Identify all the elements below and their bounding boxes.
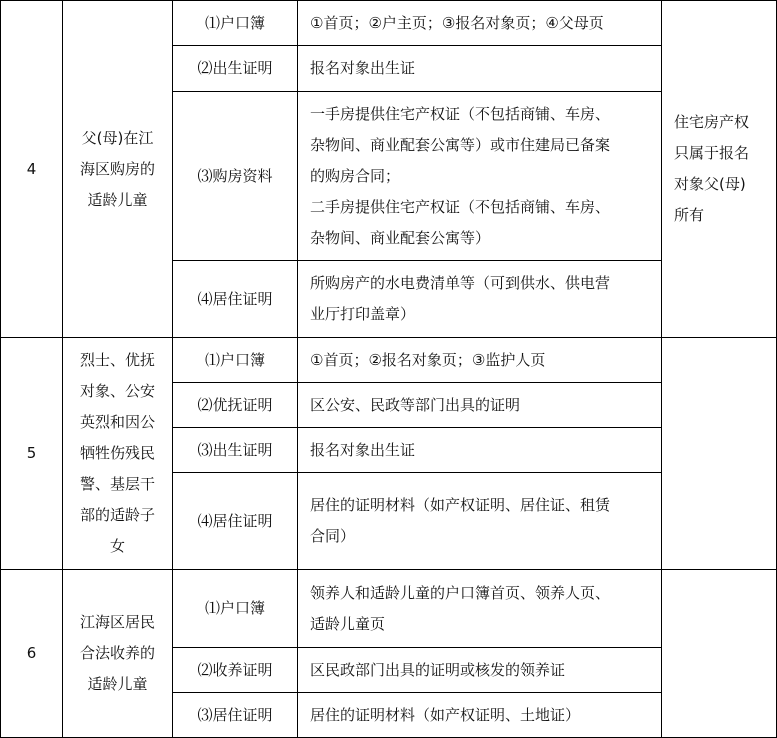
requirement-line: 领养人和适龄儿童的户口簿首页、领养人页、 [310, 583, 611, 602]
remark-line: 住宅房产权 [674, 113, 750, 131]
remark-line: 所有 [674, 206, 705, 224]
material-requirement [298, 46, 662, 92]
material-name: ⑶购房资料 [173, 92, 298, 261]
eligible-group-line: 女 [109, 537, 125, 555]
material-name: ⑶居住证明 [173, 693, 298, 738]
material-name: ⑴户口簿 [173, 338, 298, 383]
requirement-line: 业厅打印盖章） [310, 305, 416, 323]
requirement-line: ①首页；②报名对象页；③监护人页 [310, 350, 546, 369]
eligible-group-line: 部的适龄子 [79, 506, 155, 524]
requirement-line: ①首页；②户主页；③报名对象页；④父母页 [310, 13, 604, 32]
requirement-line: 的购房合同； [310, 166, 401, 185]
material-name: ⑷居住证明 [173, 261, 298, 338]
eligible-group [63, 338, 173, 570]
remark [662, 570, 777, 738]
requirement-line: 杂物间、商业配套公寓等） [310, 228, 491, 247]
eligible-group-line: 对象、公安 [79, 382, 155, 400]
requirement-line: 一手房提供住宅产权证（不包括商铺、车房、 [310, 104, 611, 123]
requirement-line: 区民政部门出具的证明或核发的领养证 [310, 660, 566, 679]
material-requirement [298, 570, 662, 648]
material-requirement [298, 383, 662, 428]
eligible-group-line: 适龄儿童 [87, 675, 148, 693]
remark-line: 只属于报名 [674, 144, 750, 162]
material-name: ⑵出生证明 [173, 46, 298, 92]
material-name: ⑵收养证明 [173, 648, 298, 693]
requirement-line: 报名对象出生证 [310, 440, 416, 459]
material-requirement [298, 693, 662, 738]
requirement-line: 居住的证明材料（如产权证明、土地证） [310, 705, 581, 724]
eligible-group-line: 警、基层干 [79, 475, 155, 493]
remark-line: 对象父(母) [674, 175, 746, 193]
material-requirement [298, 648, 662, 693]
requirement-line: 二手房提供住宅产权证（不包括商铺、车房、 [310, 197, 611, 216]
material-requirement [298, 261, 662, 338]
row-number: 5 [1, 338, 63, 570]
eligible-group-line: 父(母)在江 [81, 128, 154, 147]
eligible-group-line: 烈士、优抚 [79, 351, 155, 369]
eligible-group [63, 570, 173, 738]
material-requirement [298, 338, 662, 383]
material-name: ⑴户口簿 [173, 570, 298, 648]
row-number: 4 [1, 1, 63, 338]
requirement-line: 报名对象出生证 [310, 59, 416, 77]
requirement-line: 区公安、民政等部门出具的证明 [310, 395, 521, 414]
row-number: 6 [1, 570, 63, 738]
material-name: ⑵优抚证明 [173, 383, 298, 428]
eligible-group [63, 1, 173, 338]
requirement-line: 合同） [310, 527, 356, 545]
requirement-line: 适龄儿童页 [310, 614, 386, 633]
eligible-group-line: 江海区居民 [79, 613, 155, 631]
material-name: ⑶出生证明 [173, 428, 298, 473]
eligible-group-line: 英烈和因公 [79, 413, 155, 431]
material-name: ⑴户口簿 [173, 1, 298, 46]
material-requirement [298, 1, 662, 46]
material-requirement [298, 473, 662, 570]
eligible-group-line: 适龄儿童 [87, 190, 148, 209]
eligible-group-line: 合法收养的 [79, 644, 155, 662]
requirement-line: 所购房产的水电费清单等（可到供水、供电营 [310, 274, 611, 292]
eligible-group-line: 海区购房的 [79, 159, 155, 178]
material-requirement [298, 92, 662, 261]
remark [662, 1, 777, 338]
requirement-line: 居住的证明材料（如产权证明、居住证、租赁 [310, 496, 611, 514]
eligible-group-line: 牺牲伤残民 [79, 444, 155, 462]
material-requirement [298, 428, 662, 473]
requirement-line: 杂物间、商业配套公寓等）或市住建局已备案 [310, 135, 611, 154]
material-name: ⑷居住证明 [173, 473, 298, 570]
remark [662, 338, 777, 570]
